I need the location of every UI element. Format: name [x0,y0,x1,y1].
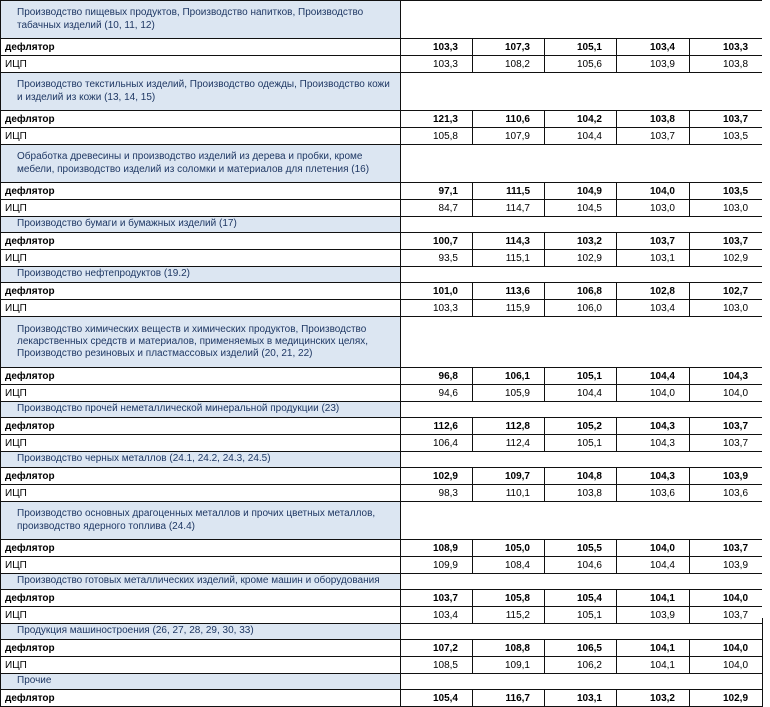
section-header-blank [401,1,763,39]
section-header-row [1,402,763,418]
icp-row [1,557,763,574]
section-header-row [1,452,763,468]
section-title: Производство нефтепродуктов (19.2) [1,267,401,283]
icp-label: ИЦП [1,657,401,674]
deflator-label: дефлятор [1,540,401,557]
deflator-row [1,283,763,300]
icp-value-cell: 103,0 [690,200,763,217]
icp-value-cell: 105,6 [545,56,617,73]
deflator-value-cell: 103,9 [690,468,763,485]
section-title: Производство текстильных изделий, Производство одежды, Производство кожи и изделий из кожи (13, 14, 15) [1,73,401,111]
deflator-label: дефлятор [1,283,401,300]
section-header-row [1,1,763,39]
icp-value-cell: 103,9 [617,607,690,624]
section-header-blank [401,624,763,640]
icp-label: ИЦП [1,607,401,624]
icp-value-cell: 102,9 [690,250,763,267]
icp-row [1,385,763,402]
icp-label: ИЦП [1,300,401,317]
deflator-value-cell: 103,2 [617,690,690,707]
icp-value-cell: 104,4 [545,128,617,145]
section-header-row [1,145,763,183]
section-title: Производство основных драгоценных металлов и прочих цветных металлов, производство ядерного топлива (24.4) [1,502,401,540]
deflator-value-cell: 104,3 [617,468,690,485]
icp-value-cell: 104,0 [690,657,763,674]
section-header-row [1,574,763,590]
icp-value-cell: 103,8 [545,485,617,502]
section-title: Прочие [1,674,401,690]
section-header-blank [401,452,763,468]
section-header-row [1,502,763,540]
deflator-value-cell: 104,3 [690,368,763,385]
section-header-blank [401,402,763,418]
icp-label: ИЦП [1,435,401,452]
deflator-value-cell: 104,2 [545,111,617,128]
icp-value-cell: 110,1 [473,485,545,502]
icp-value-cell: 108,5 [401,657,473,674]
deflator-value-cell: 100,7 [401,233,473,250]
icp-value-cell: 105,8 [401,128,473,145]
icp-value-cell: 103,0 [617,200,690,217]
deflator-value-cell: 107,3 [473,39,545,56]
icp-value-cell: 103,9 [690,557,763,574]
deflator-label: дефлятор [1,183,401,200]
deflator-value-cell: 105,4 [401,690,473,707]
icp-value-cell: 112,4 [473,435,545,452]
deflator-value-cell: 103,2 [545,233,617,250]
icp-label: ИЦП [1,385,401,402]
deflator-value-cell: 116,7 [473,690,545,707]
deflator-label: дефлятор [1,233,401,250]
icp-value-cell: 103,4 [401,607,473,624]
section-title: Производство черных металлов (24.1, 24.2, 24.3, 24.5) [1,452,401,468]
section-header-row [1,73,763,111]
deflator-value-cell: 102,9 [401,468,473,485]
section-header-row [1,674,763,690]
icp-value-cell: 106,0 [545,300,617,317]
icp-label: ИЦП [1,250,401,267]
right-margin [762,0,770,618]
icp-value-cell: 104,6 [545,557,617,574]
deflator-value-cell: 105,8 [473,590,545,607]
icp-row [1,485,763,502]
deflator-value-cell: 105,5 [545,540,617,557]
deflator-value-cell: 103,1 [545,690,617,707]
deflator-label: дефлятор [1,39,401,56]
icp-value-cell: 103,1 [617,250,690,267]
deflator-row [1,640,763,657]
deflator-value-cell: 105,0 [473,540,545,557]
deflator-value-cell: 121,3 [401,111,473,128]
icp-value-cell: 103,7 [690,607,763,624]
icp-value-cell: 103,9 [617,56,690,73]
icp-value-cell: 103,6 [617,485,690,502]
section-header-blank [401,267,763,283]
deflator-value-cell: 104,1 [617,590,690,607]
section-header-blank [401,317,763,368]
section-header-blank [401,217,763,233]
icp-value-cell: 103,8 [690,56,763,73]
deflator-value-cell: 104,8 [545,468,617,485]
deflator-value-cell: 103,7 [690,418,763,435]
icp-value-cell: 115,1 [473,250,545,267]
deflator-value-cell: 108,9 [401,540,473,557]
deflator-value-cell: 103,7 [401,590,473,607]
deflator-value-cell: 104,3 [617,418,690,435]
deflator-value-cell: 114,3 [473,233,545,250]
icp-label: ИЦП [1,200,401,217]
section-title: Производство прочей неметаллической минеральной продукции (23) [1,402,401,418]
deflator-value-cell: 104,1 [617,640,690,657]
icp-label: ИЦП [1,557,401,574]
deflator-value-cell: 105,4 [545,590,617,607]
icp-value-cell: 106,2 [545,657,617,674]
deflator-value-cell: 106,5 [545,640,617,657]
icp-row [1,657,763,674]
icp-value-cell: 105,1 [545,435,617,452]
icp-value-cell: 103,3 [401,56,473,73]
deflator-row [1,183,763,200]
deflator-value-cell: 103,4 [617,39,690,56]
deflator-label: дефлятор [1,468,401,485]
icp-row [1,56,763,73]
deflator-value-cell: 113,6 [473,283,545,300]
section-title: Производство пищевых продуктов, Производство напитков, Производство табачных изделий (10, 11, 12) [1,1,401,39]
icp-label: ИЦП [1,128,401,145]
icp-value-cell: 98,3 [401,485,473,502]
deflator-value-cell: 104,9 [545,183,617,200]
deflator-value-cell: 104,0 [690,640,763,657]
deflator-value-cell: 112,6 [401,418,473,435]
deflator-label: дефлятор [1,640,401,657]
icp-value-cell: 94,6 [401,385,473,402]
deflator-value-cell: 111,5 [473,183,545,200]
deflator-value-cell: 105,1 [545,39,617,56]
section-header-blank [401,574,763,590]
deflator-value-cell: 103,7 [617,233,690,250]
icp-row [1,435,763,452]
deflator-value-cell: 106,8 [545,283,617,300]
section-header-blank [401,674,763,690]
deflator-value-cell: 103,7 [690,111,763,128]
icp-value-cell: 93,5 [401,250,473,267]
deflator-row [1,590,763,607]
deflator-value-cell: 102,9 [690,690,763,707]
icp-value-cell: 84,7 [401,200,473,217]
section-title: Производство бумаги и бумажных изделий (17) [1,217,401,233]
deflator-value-cell: 103,7 [690,540,763,557]
deflator-label: дефлятор [1,111,401,128]
deflator-row [1,418,763,435]
deflator-value-cell: 105,1 [545,368,617,385]
icp-value-cell: 104,3 [617,435,690,452]
deflator-value-cell: 103,3 [690,39,763,56]
deflator-row [1,368,763,385]
icp-value-cell: 103,3 [401,300,473,317]
deflator-value-cell: 102,7 [690,283,763,300]
deflator-value-cell: 104,0 [617,540,690,557]
section-header-blank [401,145,763,183]
deflator-row [1,39,763,56]
icp-value-cell: 109,9 [401,557,473,574]
icp-value-cell: 103,7 [690,435,763,452]
deflator-label: дефлятор [1,418,401,435]
deflator-value-cell: 103,8 [617,111,690,128]
icp-value-cell: 115,9 [473,300,545,317]
icp-value-cell: 104,0 [617,385,690,402]
section-title: Производство готовых металлических изделий, кроме машин и оборудования [1,574,401,590]
icp-value-cell: 103,6 [690,485,763,502]
deflator-value-cell: 103,5 [690,183,763,200]
section-header-blank [401,73,763,111]
section-header-row [1,267,763,283]
icp-value-cell: 104,0 [690,385,763,402]
icp-row [1,200,763,217]
icp-value-cell: 104,1 [617,657,690,674]
section-header-row [1,624,763,640]
deflator-row [1,540,763,557]
deflator-value-cell: 106,1 [473,368,545,385]
icp-value-cell: 103,4 [617,300,690,317]
deflator-value-cell: 97,1 [401,183,473,200]
icp-value-cell: 104,4 [617,557,690,574]
deflator-label: дефлятор [1,690,401,707]
icp-row [1,250,763,267]
deflator-value-cell: 101,0 [401,283,473,300]
deflator-value-cell: 103,3 [401,39,473,56]
deflator-value-cell: 105,2 [545,418,617,435]
icp-row [1,300,763,317]
icp-value-cell: 108,2 [473,56,545,73]
deflator-value-cell: 112,8 [473,418,545,435]
deflator-value-cell: 104,0 [690,590,763,607]
deflator-row [1,111,763,128]
deflator-value-cell: 107,2 [401,640,473,657]
icp-value-cell: 103,0 [690,300,763,317]
section-header-blank [401,502,763,540]
deflator-value-cell: 102,8 [617,283,690,300]
icp-label: ИЦП [1,56,401,73]
deflator-row [1,690,763,707]
icp-label: ИЦП [1,485,401,502]
icp-value-cell: 103,5 [690,128,763,145]
deflator-row [1,233,763,250]
deflator-value-cell: 104,4 [617,368,690,385]
icp-value-cell: 103,7 [617,128,690,145]
icp-value-cell: 104,4 [545,385,617,402]
section-title: Производство химических веществ и химических продуктов, Производство лекарственных средств и материалов, применяемых в медицинских целях, Производство резиновых и пластмассовых изделий (20, 21, 22) [1,317,401,368]
deflator-value-cell: 96,8 [401,368,473,385]
icp-row [1,607,763,624]
section-header-row [1,217,763,233]
icp-value-cell: 109,1 [473,657,545,674]
icp-value-cell: 104,5 [545,200,617,217]
icp-value-cell: 102,9 [545,250,617,267]
deflator-value-cell: 103,7 [690,233,763,250]
icp-row [1,128,763,145]
deflator-row [1,468,763,485]
icp-value-cell: 105,1 [545,607,617,624]
section-title: Обработка древесины и производство изделий из дерева и пробки, кроме мебели, производство изделий из соломки и материалов для плетения (16) [1,145,401,183]
deflator-value-cell: 108,8 [473,640,545,657]
deflator-value-cell: 109,7 [473,468,545,485]
icp-value-cell: 114,7 [473,200,545,217]
deflator-value-cell: 104,0 [617,183,690,200]
section-header-row [1,317,763,368]
icp-value-cell: 115,2 [473,607,545,624]
deflator-value-cell: 110,6 [473,111,545,128]
deflator-label: дефлятор [1,590,401,607]
icp-value-cell: 107,9 [473,128,545,145]
icp-value-cell: 105,9 [473,385,545,402]
section-title: Продукция машиностроения (26, 27, 28, 29, 30, 33) [1,624,401,640]
deflator-label: дефлятор [1,368,401,385]
icp-value-cell: 106,4 [401,435,473,452]
icp-value-cell: 108,4 [473,557,545,574]
